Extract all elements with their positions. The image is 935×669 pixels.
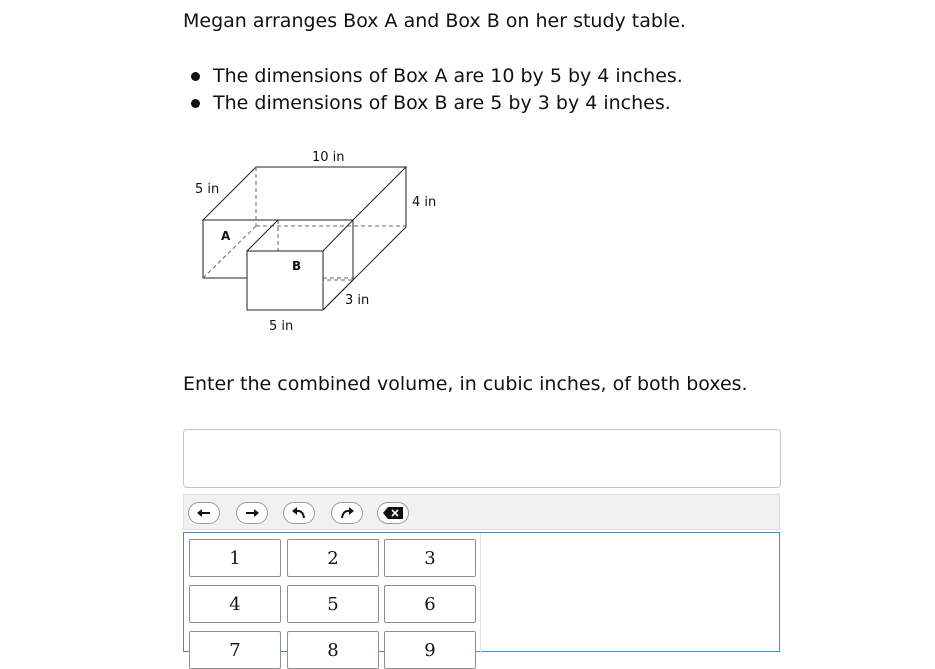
label-left-depth: 5 in [195,182,220,197]
answer-input[interactable] [183,429,781,488]
key-8[interactable]: 8 [287,631,379,669]
question-intro: Megan arranges Box A and Box B on her study table. [183,10,686,32]
label-top-length: 10 in [312,150,345,165]
key-6[interactable]: 6 [384,585,476,623]
box-b-dimensions: The dimensions of Box B are 5 by 3 by 4 inches. [190,90,683,117]
arrow-left-icon [196,507,212,519]
equation-toolbar [183,494,780,530]
key-3[interactable]: 3 [384,539,476,577]
key-7[interactable]: 7 [189,631,281,669]
redo-icon [339,506,355,520]
box-b-top-front-edge [323,220,353,251]
delete-button[interactable] [377,502,409,524]
redo-button[interactable] [331,502,363,524]
label-b-depth: 3 in [345,293,370,308]
key-4[interactable]: 4 [189,585,281,623]
label-box-a: A [221,229,231,243]
move-left-button[interactable] [188,502,220,524]
undo-button[interactable] [283,502,315,524]
question-prompt: Enter the combined volume, in cubic inches, of both boxes. [183,373,748,395]
label-box-b: B [292,259,302,273]
label-b-length: 5 in [269,319,294,334]
key-9[interactable]: 9 [384,631,476,669]
undo-icon [291,506,307,520]
keypad-grid [184,533,481,661]
key-2[interactable]: 2 [287,539,379,577]
box-a-top-face [203,167,406,220]
arrow-right-icon [244,507,260,519]
key-5[interactable]: 5 [287,585,379,623]
backspace-icon [382,506,404,520]
move-right-button[interactable] [236,502,268,524]
number-keypad [183,532,780,661]
box-a-dimensions: The dimensions of Box A are 10 by 5 by 4 inches. [190,63,683,90]
box-b-front-face [247,251,323,310]
key-1[interactable]: 1 [189,539,281,577]
label-right-height: 4 in [412,195,437,210]
